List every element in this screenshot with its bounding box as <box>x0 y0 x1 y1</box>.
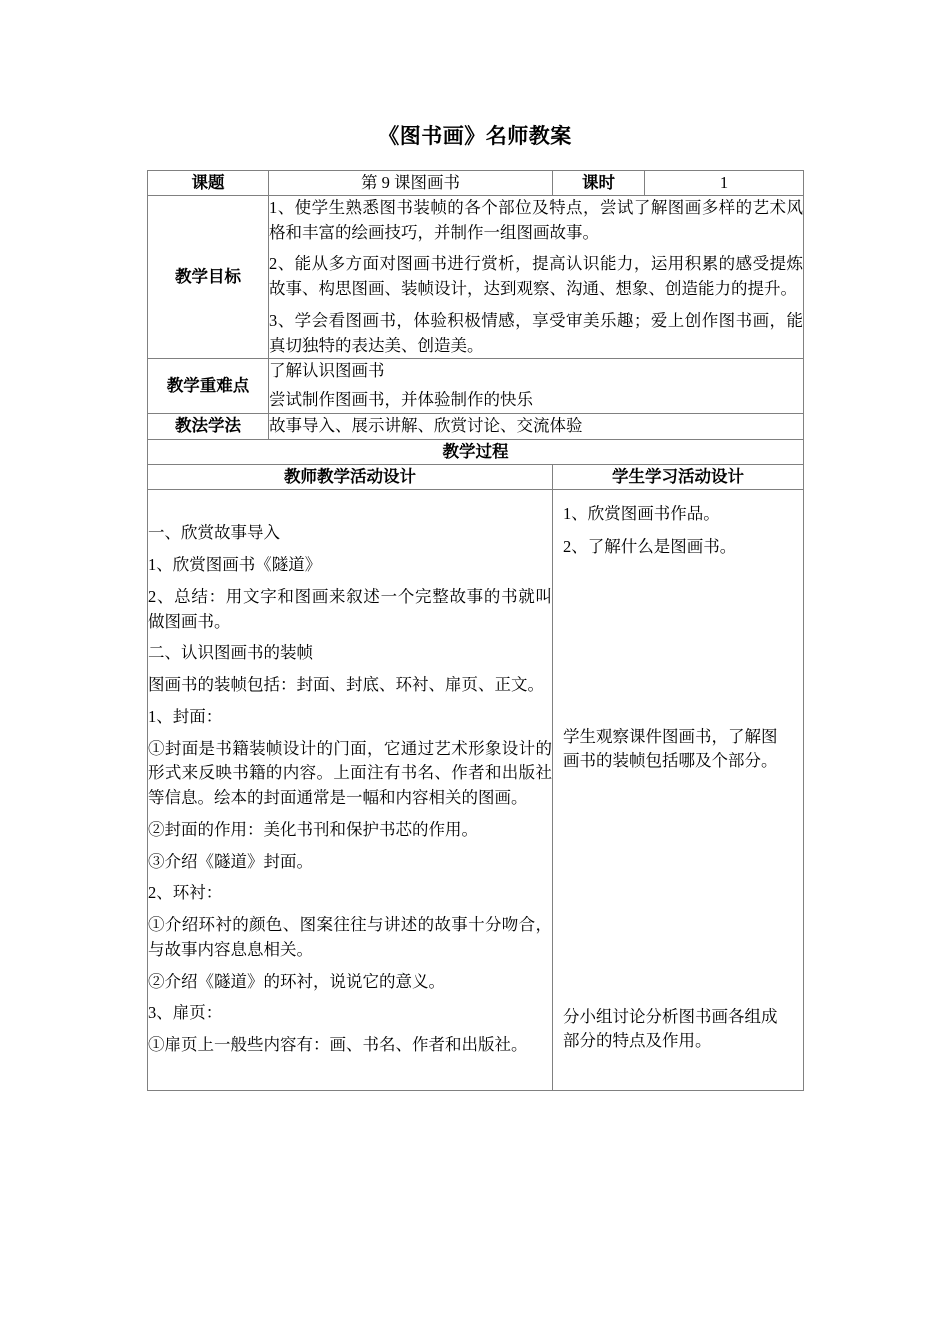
label-periods: 课时 <box>553 171 645 196</box>
student-block-discuss <box>563 1005 793 1055</box>
teacher-line: 一、欣赏故事导入 <box>148 523 280 543</box>
table-row-process-body <box>148 489 804 1090</box>
section-header-process: 教学过程 <box>148 439 804 464</box>
cell-teacher-activities <box>148 489 553 1090</box>
teacher-line: 1、封面： <box>148 706 223 726</box>
teacher-line: ②介绍《隧道》的环衬，说说它的意义。 <box>148 971 445 991</box>
teacher-line: 图画书的装帧包括：封面、封底、环衬、扉页、正文。 <box>148 675 544 695</box>
table-row-column-headers <box>148 464 804 489</box>
cell-keypoints <box>269 359 804 414</box>
table-row-keypoints <box>148 359 804 414</box>
methods-value: 故事导入、展示讲解、欣赏讨论、交流体验 <box>269 415 583 435</box>
keypoint-item: 尝试制作图画书，并体验制作的快乐 <box>269 390 533 410</box>
table-row-process-header <box>148 439 804 464</box>
table-row-topic <box>148 171 804 196</box>
cell-methods <box>269 413 804 439</box>
page-title: 《图书画》名师教案 <box>378 124 572 148</box>
teacher-line: 3、扉页： <box>148 1003 223 1023</box>
label-methods: 教法学法 <box>148 413 269 439</box>
teacher-line: 2、环衬： <box>148 883 223 903</box>
value-topic: 第 9 课图画书 <box>269 171 553 196</box>
table-row-methods <box>148 413 804 439</box>
student-line: 分小组讨论分析图书画各组成部分的特点及作用。 <box>563 1006 778 1051</box>
student-line: 2、了解什么是图画书。 <box>563 537 737 557</box>
objective-item: 1、使学生熟悉图书装帧的各个部位及特点，尝试了解图画多样的艺术风格和丰富的绘画技巧，并制作一组图画故事。 <box>269 197 803 242</box>
student-block-intro <box>563 502 793 561</box>
objective-item: 2、能从多方面对图画书进行赏析，提高认识能力，运用积累的感受提炼故事、构思图画、装帧设计，达到观察、沟通、想象、创造能力的提升。 <box>269 254 803 299</box>
cell-objectives <box>269 195 804 359</box>
teacher-line: 二、认识图画书的装帧 <box>148 643 313 663</box>
value-periods: 1 <box>645 171 804 196</box>
lesson-plan-table <box>147 170 804 1091</box>
teacher-line: ①扉页上一般些内容有：画、书名、作者和出版社。 <box>148 1035 528 1055</box>
teacher-line: ②封面的作用：美化书刊和保护书芯的作用。 <box>148 819 478 839</box>
cell-student-activities <box>553 489 804 1090</box>
label-topic: 课题 <box>148 171 269 196</box>
teacher-line: 2、总结：用文字和图画来叙述一个完整故事的书就叫做图画书。 <box>148 586 552 631</box>
student-line: 1、欣赏图画书作品。 <box>563 503 720 523</box>
teacher-line: ①封面是书籍装帧设计的门面，它通过艺术形象设计的形式来反映书籍的内容。上面注有书名、作者和出版社等信息。绘本的封面通常是一幅和内容相关的图画。 <box>148 738 552 808</box>
student-line: 学生观察课件图画书，了解图画书的装帧包括哪及个部分。 <box>563 726 778 771</box>
student-block-observe <box>563 725 793 775</box>
objective-item: 3、学会看图画书，体验积极情感，享受审美乐趣；爱上创作图书画，能真切独特的表达美、创造美。 <box>269 310 803 355</box>
column-header-student: 学生学习活动设计 <box>553 464 804 489</box>
table-row-objectives <box>148 195 804 359</box>
keypoint-item: 了解认识图画书 <box>269 361 385 381</box>
label-keypoints: 教学重难点 <box>148 359 269 414</box>
teacher-line: ③介绍《隧道》封面。 <box>148 851 313 871</box>
teacher-line: ①介绍环衬的颜色、图案往往与讲述的故事十分吻合，与故事内容息息相关。 <box>148 915 552 959</box>
teacher-line: 1、欣赏图画书《隧道》 <box>148 555 322 575</box>
column-header-teacher: 教师教学活动设计 <box>148 464 553 489</box>
label-objectives: 教学目标 <box>148 195 269 359</box>
